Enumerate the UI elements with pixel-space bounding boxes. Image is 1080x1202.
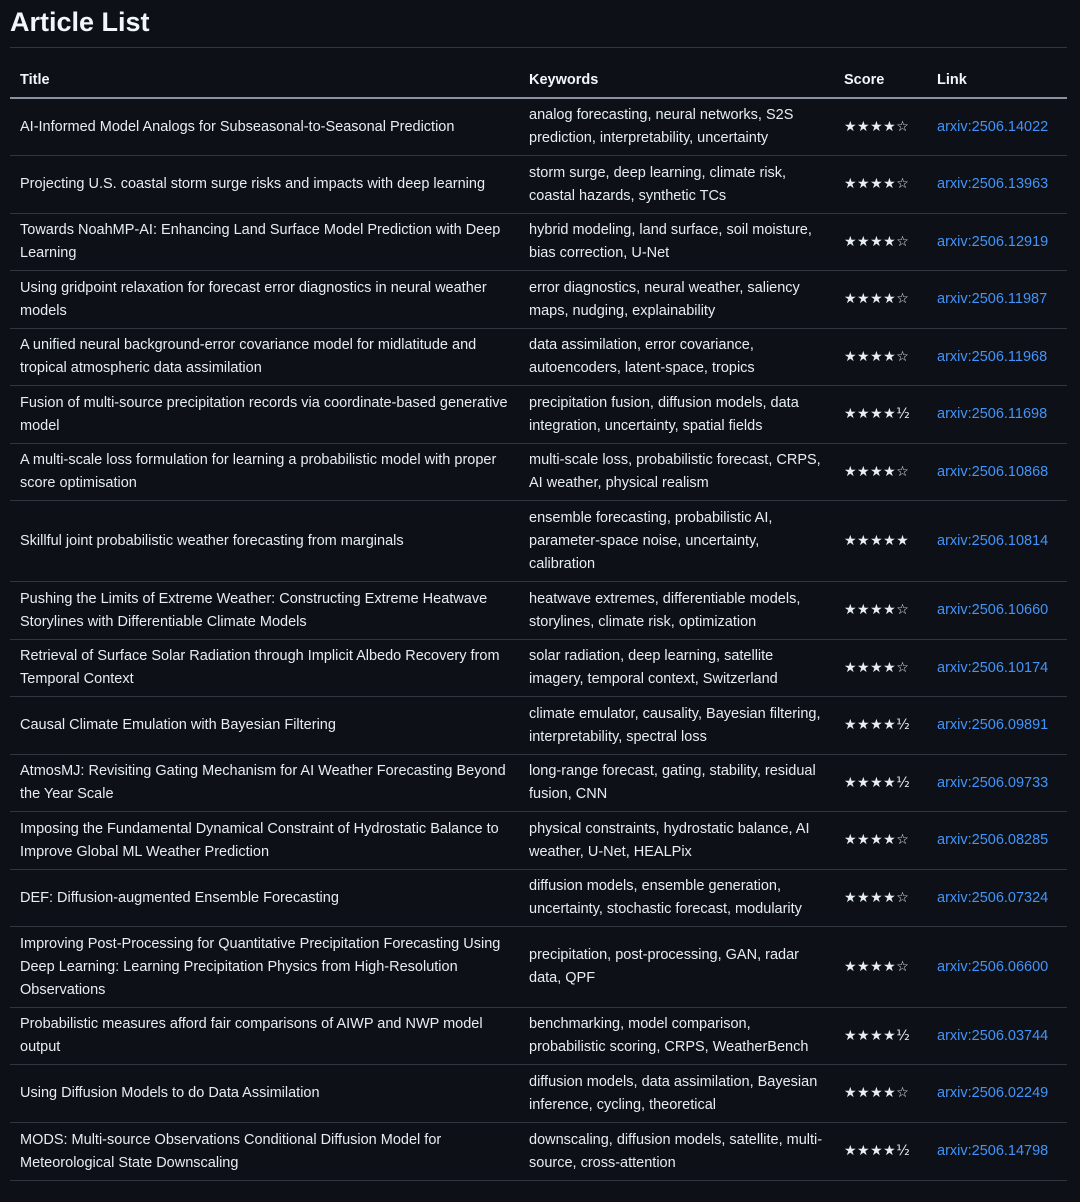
table-row (10, 697, 1067, 755)
score-rating-cell: ★★★★☆ (834, 444, 927, 501)
arxiv-link[interactable]: arxiv:2506.14022 (937, 118, 1049, 135)
column-header-link: Link (927, 64, 1067, 98)
article-title-cell: Pushing the Limits of Extreme Weather: Constructing Extreme Heatwave Storylines with Differentiable Climate Models (10, 582, 519, 640)
article-title-cell: Retrieval of Surface Solar Radiation through Implicit Albedo Recovery from Temporal Context (10, 640, 519, 697)
table-row (10, 271, 1067, 329)
keywords-cell: analog forecasting, neural networks, S2S prediction, interpretability, uncertainty (519, 98, 834, 156)
score-rating-cell: ★★★★☆ (834, 98, 927, 156)
page (10, 0, 1067, 1181)
keywords-cell: multi-scale loss, probabilistic forecast, CRPS, AI weather, physical realism (519, 444, 834, 501)
table-row (10, 582, 1067, 640)
link-cell (927, 1065, 1067, 1123)
table-row (10, 1008, 1067, 1065)
arxiv-link[interactable]: arxiv:2506.11698 (937, 406, 1048, 422)
keywords-cell: hybrid modeling, land surface, soil moisture, bias correction, U-Net (519, 214, 834, 271)
keywords-cell: storm surge, deep learning, climate risk, coastal hazards, synthetic TCs (519, 156, 834, 214)
page-title: Article List (10, 7, 150, 37)
keywords-cell: heatwave extremes, differentiable models, storylines, climate risk, optimization (519, 582, 834, 640)
link-cell (927, 98, 1067, 156)
arxiv-link[interactable]: arxiv:2506.08285 (937, 832, 1049, 848)
article-title-cell: Improving Post-Processing for Quantitative Precipitation Forecasting Using Deep Learning: Learning Precipitation Physics from High-Resolution Observations (10, 927, 519, 1008)
score-rating-cell: ★★★★½ (834, 1008, 927, 1065)
column-header-score: Score (834, 64, 927, 98)
article-title-cell: A unified neural background-error covariance model for midlatitude and tropical atmospheric data assimilation (10, 329, 519, 386)
table-row (10, 156, 1067, 214)
keywords-cell: error diagnostics, neural weather, saliency maps, nudging, explainability (519, 271, 834, 329)
score-rating-cell: ★★★★☆ (834, 640, 927, 697)
link-cell (927, 870, 1067, 927)
article-title-cell: Using gridpoint relaxation for forecast error diagnostics in neural weather models (10, 271, 519, 329)
article-title-cell: Imposing the Fundamental Dynamical Constraint of Hydrostatic Balance to Improve Global ML Weather Prediction (10, 812, 519, 870)
article-title-cell: DEF: Diffusion-augmented Ensemble Forecasting (10, 870, 519, 927)
article-title-cell: AtmosMJ: Revisiting Gating Mechanism for AI Weather Forecasting Beyond the Year Scale (10, 755, 519, 812)
link-cell (927, 927, 1067, 1008)
score-rating-cell: ★★★★☆ (834, 271, 927, 329)
score-rating-cell: ★★★★½ (834, 697, 927, 755)
title-divider (10, 47, 1067, 48)
link-cell (927, 812, 1067, 870)
table-row (10, 755, 1067, 812)
arxiv-link[interactable]: arxiv:2506.11987 (937, 291, 1048, 307)
link-cell (927, 156, 1067, 214)
table-row (10, 329, 1067, 386)
table-row (10, 444, 1067, 501)
link-cell (927, 1123, 1067, 1181)
arxiv-link[interactable]: arxiv:2506.10660 (937, 602, 1049, 618)
arxiv-link[interactable]: arxiv:2506.09733 (937, 774, 1049, 791)
keywords-cell: precipitation fusion, diffusion models, data integration, uncertainty, spatial fields (519, 386, 834, 444)
article-title-cell: AI-Informed Model Analogs for Subseasonal-to-Seasonal Prediction (10, 98, 519, 156)
article-title-cell: Fusion of multi-source precipitation records via coordinate-based generative model (10, 386, 519, 444)
keywords-cell: physical constraints, hydrostatic balance, AI weather, U-Net, HEALPix (519, 812, 834, 870)
score-rating-cell: ★★★★☆ (834, 156, 927, 214)
article-title-cell: MODS: Multi-source Observations Conditional Diffusion Model for Meteorological State Downscaling (10, 1123, 519, 1181)
arxiv-link[interactable]: arxiv:2506.14798 (937, 1143, 1049, 1159)
table-row (10, 927, 1067, 1008)
article-title-cell: Skillful joint probabilistic weather forecasting from marginals (10, 501, 519, 582)
article-title-cell: A multi-scale loss formulation for learning a probabilistic model with proper score optimisation (10, 444, 519, 501)
arxiv-link[interactable]: arxiv:2506.09891 (937, 717, 1049, 733)
arxiv-link[interactable]: arxiv:2506.02249 (937, 1085, 1049, 1101)
keywords-cell: benchmarking, model comparison, probabilistic scoring, CRPS, WeatherBench (519, 1008, 834, 1065)
arxiv-link[interactable]: arxiv:2506.03744 (937, 1027, 1049, 1044)
article-table (10, 64, 1067, 1181)
table-row (10, 640, 1067, 697)
score-rating-cell: ★★★★☆ (834, 812, 927, 870)
arxiv-link[interactable]: arxiv:2506.13963 (937, 176, 1049, 192)
column-header-title: Title (10, 64, 519, 98)
keywords-cell: climate emulator, causality, Bayesian filtering, interpretability, spectral loss (519, 697, 834, 755)
score-rating-cell: ★★★★½ (834, 1123, 927, 1181)
score-rating-cell: ★★★★☆ (834, 927, 927, 1008)
score-rating-cell: ★★★★☆ (834, 329, 927, 386)
score-rating-cell: ★★★★☆ (834, 582, 927, 640)
arxiv-link[interactable]: arxiv:2506.11968 (937, 348, 1048, 365)
link-cell (927, 640, 1067, 697)
table-row (10, 1123, 1067, 1181)
keywords-cell: diffusion models, ensemble generation, uncertainty, stochastic forecast, modularity (519, 870, 834, 927)
link-cell (927, 582, 1067, 640)
article-title-cell: Probabilistic measures afford fair comparisons of AIWP and NWP model output (10, 1008, 519, 1065)
link-cell (927, 386, 1067, 444)
keywords-cell: precipitation, post-processing, GAN, radar data, QPF (519, 927, 834, 1008)
keywords-cell: ensemble forecasting, probabilistic AI, parameter-space noise, uncertainty, calibration (519, 501, 834, 582)
article-title-cell: Towards NoahMP-AI: Enhancing Land Surface Model Prediction with Deep Learning (10, 214, 519, 271)
arxiv-link[interactable]: arxiv:2506.10868 (937, 463, 1049, 480)
score-rating-cell: ★★★★½ (834, 386, 927, 444)
article-title-cell: Using Diffusion Models to do Data Assimilation (10, 1065, 519, 1123)
table-row (10, 812, 1067, 870)
article-title-cell: Projecting U.S. coastal storm surge risks and impacts with deep learning (10, 156, 519, 214)
arxiv-link[interactable]: arxiv:2506.06600 (937, 958, 1049, 975)
link-cell (927, 1008, 1067, 1065)
link-cell (927, 329, 1067, 386)
table-header-row (10, 64, 1067, 98)
keywords-cell: solar radiation, deep learning, satellite imagery, temporal context, Switzerland (519, 640, 834, 697)
link-cell (927, 501, 1067, 582)
arxiv-link[interactable]: arxiv:2506.10814 (937, 532, 1049, 549)
score-rating-cell: ★★★★☆ (834, 214, 927, 271)
keywords-cell: data assimilation, error covariance, autoencoders, latent-space, tropics (519, 329, 834, 386)
link-cell (927, 271, 1067, 329)
link-cell (927, 697, 1067, 755)
table-row (10, 501, 1067, 582)
arxiv-link[interactable]: arxiv:2506.10174 (937, 659, 1049, 676)
table-row (10, 386, 1067, 444)
column-header-keywords: Keywords (519, 64, 834, 98)
score-rating-cell: ★★★★★ (834, 501, 927, 582)
link-cell (927, 214, 1067, 271)
keywords-cell: diffusion models, data assimilation, Bayesian inference, cycling, theoretical (519, 1065, 834, 1123)
table-row (10, 98, 1067, 156)
score-rating-cell: ★★★★☆ (834, 1065, 927, 1123)
table-row (10, 214, 1067, 271)
table-row (10, 1065, 1067, 1123)
score-rating-cell: ★★★★☆ (834, 870, 927, 927)
keywords-cell: long-range forecast, gating, stability, residual fusion, CNN (519, 755, 834, 812)
link-cell (927, 755, 1067, 812)
arxiv-link[interactable]: arxiv:2506.12919 (937, 233, 1049, 250)
arxiv-link[interactable]: arxiv:2506.07324 (937, 889, 1049, 906)
article-title-cell: Causal Climate Emulation with Bayesian Filtering (10, 697, 519, 755)
table-row (10, 870, 1067, 927)
score-rating-cell: ★★★★½ (834, 755, 927, 812)
link-cell (927, 444, 1067, 501)
keywords-cell: downscaling, diffusion models, satellite, multi-source, cross-attention (519, 1123, 834, 1181)
